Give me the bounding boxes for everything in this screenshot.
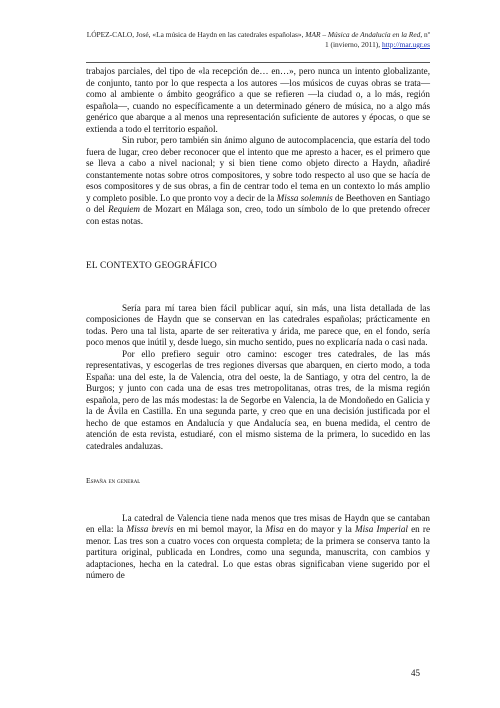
header-journal: MAR – Música de Andalucía en la Red [305,30,421,39]
p5-missa-brevis: Missa brevis [126,524,174,534]
p2-text-c: de Beethoven en Santiago o del [86,192,430,214]
p2-requiem: Requiem [108,204,141,214]
running-header [86,30,430,50]
header-divider [86,62,430,63]
p5-text-c: en mi bemol mayor, la [173,524,266,534]
paragraph-4: Por ello prefiero seguir otro camino: escoger tres catedrales, de las más representativas, y escogerlas de tres regiones diversas que abarquen, en cierto modo, a toda España: una del este, la de Valencia, otra del oeste, la de Santiago, y otra del centro, la de Burgos; y junto con cada una de esas tres metropolitanas, otras tres, de la misma región española, pero de las más modestas: la de Segorbe en Valencia, la de Mondoñedo en Galicia y la de Ávila en Castilla. En una segunda parte, y creo que en una decisión justificada por el hecho de que estamos en Andalucía y que Andalucía sea, en buena medida, el centro de atención de esta revista, estudiaré, con el mismo sistema de la primera, lo sucedido en las catedrales andaluzas. [86,348,430,451]
p5-text-e: en do mayor y la [283,524,356,534]
header-authors: LÓPEZ-CALO, José, [86,30,151,39]
paragraph-2 [86,135,430,227]
p5-misa-imperial: Misa Imperial [355,524,408,534]
header-url-link[interactable]: http://mar.ugr.es [381,40,430,49]
p2-missa-solemnis: Missa solemnis [276,192,333,203]
p2-text-a: Sin rubor, pero también sin ánimo alguno de autocomplacencia, que estaría del todo fuera de lugar, creo deber reconocer que el intento que me apresto a hacer, es el primero que se lleva a cabo a nivel nacional; y si bien tiene como objeto directo a Haydn, añadiré constantemente notas sobre otros compositores, y sobre todo respecto al uso que se hacía de esos compositores y de sus obras, a fin de centrar todo el tema en un contexto lo más amplio y completo posible. Lo que pronto voy a decir de la [86,135,430,203]
section-heading-context: EL CONTEXTO GEOGRÁFICO [86,261,217,271]
paragraph-1: trabajos parciales, del tipo de «la recepción de… en…», pero nunca un intento globalizante, de conjunto, tanto por lo que respecta a los autores —los músicos de cuyas obras se trata— como al ambiente o ámbito geográfico a que se refieren —la ciudad o, a lo más, región española—, cuando no específicamente a un determinado género de música, no a algo más genérico que abarque a al menos una representación suficiente de autores y épocas, o que se extienda a todo el territorio español. [86,66,430,134]
page-number: 45 [411,668,420,678]
header-issue: , nº 1 (invierno, 2011), [324,30,430,49]
p5-text-g: en re menor. Las tres son a cuatro voces con orquesta completa; de la primera se conserva tanto la partitura original, publicada en Londres, como una segunda, manuscrita, con cambios y adaptaciones, hecha en la catedral. Lo que estas obras significaban viene sugerido por el número de [86,524,431,580]
header-article-title: «La música de Haydn en las catedrales españolas», [152,30,304,39]
body-text [86,66,430,582]
paragraph-5 [86,513,430,582]
p5-text-a: La catedral de Valencia tiene nada menos que tres misas de Haydn que se cantaban en ella: la [86,512,430,534]
paragraph-3: Sería para mí tarea bien fácil publicar aquí, sin más, una lista detallada de las composiciones de Haydn que se conservan en las catedrales españolas; prácticamente en todas. Pero una tal lista, aparte de ser reiterativa y árida, me parece que, en el fondo, sería poco menos que inútil y, desde luego, sin mucho sentido, pues no explicaría nada o casi nada. [86,302,430,347]
subsection-heading-spain: España en general [86,476,141,485]
p2-text-e: de Mozart en Málaga son, creo, todo un símbolo de lo que pretendo ofrecer con estas notas. [86,204,430,226]
p5-misa: Misa [265,524,284,534]
